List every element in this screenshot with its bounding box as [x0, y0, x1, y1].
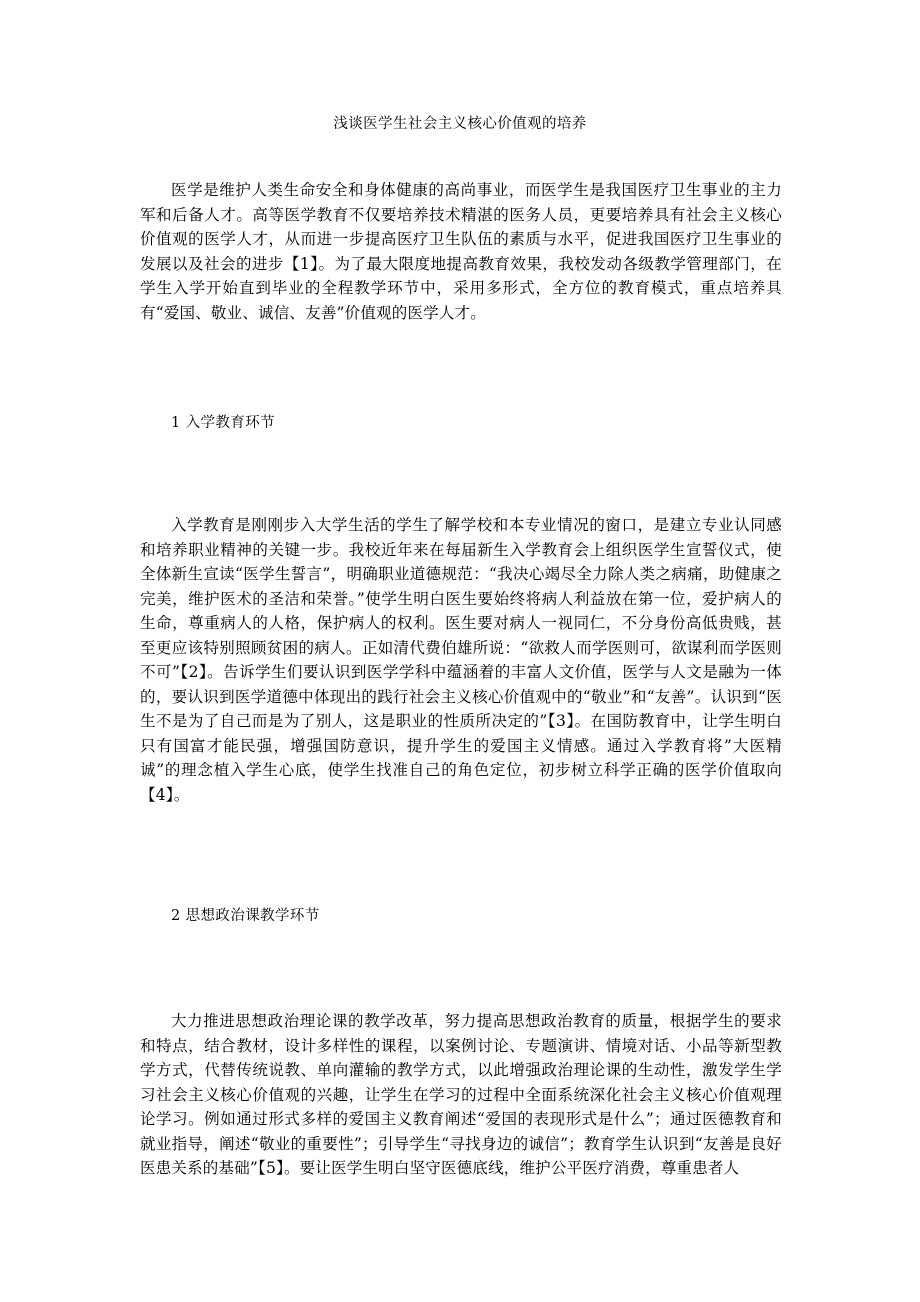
paragraph-section-1: 入学教育是刚刚步入大学生活的学生了解学校和本专业情况的窗口，是建立专业认同感和培养职业精神的关键一步。我校近年来在每届新生入学教育会上组织医学生宣誓仪式，使全体新生宣读“医学生誓言”，明确职业道德规范：“我决心竭尽全力除人类之病痛，助健康之完美，维护医术的圣洁和荣誉。”使学生明白医生要始终将病人利益放在第一位，爱护病人的生命，尊重病人的人格，保护病人的权利。医生要对病人一视同仁，不分身份高低贵贱，甚至更应该特别照顾贫困的病人。正如清代费伯雄所说：“欲救人而学医则可，欲谋利而学医则不可”【2】。告诉学生们要认识到医学学科中蕴涵着的丰富人文价值，医学与人文是融为一体的，要认识到医学道德中体现出的践行社会主义核心价值观中的“敬业”和“友善”。认识到“医生不是为了自己而是为了别人，这是职业的性质所决定的”【3】。在国防教育中，让学生明白只有国富才能民强，增强国防意识，提升学生的爱国主义情感。通过入学教育将”大医精诚”的理念植入学生心底，使学生找准自己的角色定位，初步树立科学正确的医学价值取向【4】。	[140, 516, 782, 804]
document-title: 浅谈医学生社会主义核心价值观的培养	[333, 116, 587, 132]
section-heading-2: 2 思想政治课教学环节	[171, 908, 320, 924]
paragraph-section-2: 大力推进思想政治理论课的教学改革，努力提高思想政治教育的质量，根据学生的要求和特点，结合教材，设计多样性的课程，以案例讨论、专题演讲、情境对话、小品等新型教学方式，代替传统说教、单向灌输的教学方式，以此增强政治理论课的生动性，激发学生学习社会主义核心价值观的兴趣，让学生在学习的过程中全面系统深化社会主义核心价值观理论学习。例如通过形式多样的爱国主义教育阐述“爱国的表现形式是什么”；通过医德教育和就业指导，阐述“敬业的重要性”；引导学生“寻找身边的诚信”；教育学生认识到“友善是良好医患关系的基础”【5】。要让医学生明白坚守医德底线，维护公平医疗消费，尊重患者人	[140, 1012, 782, 1177]
paragraph-intro: 医学是维护人类生命安全和身体健康的高尚事业，而医学生是我国医疗卫生事业的主力军和后备人才。高等医学教育不仅要培养技术精湛的医务人员，更要培养具有社会主义核心价值观的医学人才，从而进一步提高医疗卫生队伍的素质与水平，促进我国医疗卫生事业的发展以及社会的进步【1】。为了最大限度地提高教育效果，我校发动各级教学管理部门，在学生入学开始直到毕业的全程教学环节中，采用多形式，全方位的教育模式，重点培养具有“爱国、敬业、诚信、友善”价值观的医学人才。	[140, 181, 782, 322]
section-heading-1: 1 入学教育环节	[171, 415, 276, 431]
